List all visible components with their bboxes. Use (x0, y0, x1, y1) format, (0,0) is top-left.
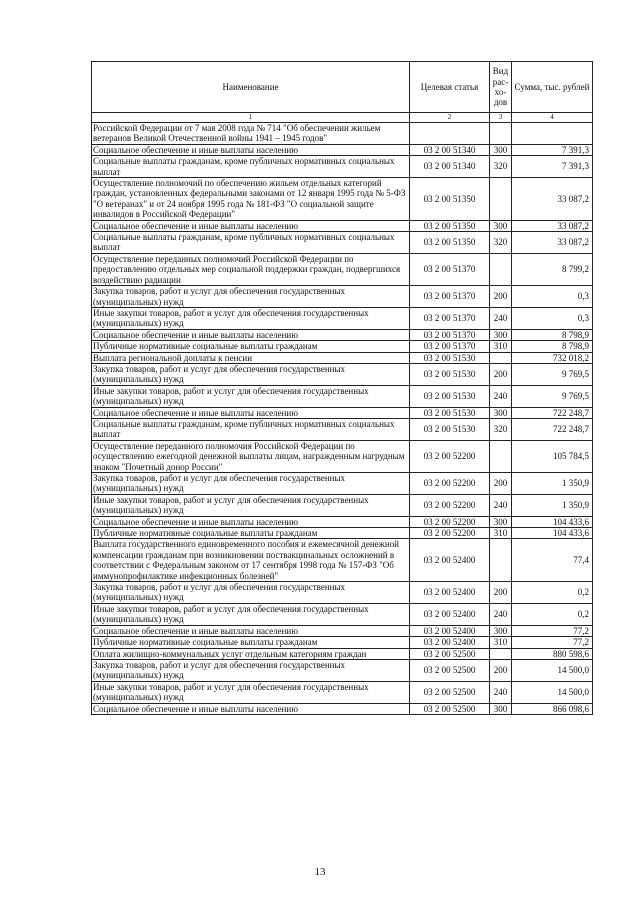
cell-name: Закупка товаров, работ и услуг для обеспечения государственных (муниципальных) нужд (92, 363, 410, 385)
cell-amount: 1 350,9 (512, 473, 593, 495)
table-row (92, 582, 593, 604)
header-sum: Сумма, тыс. рублей (512, 62, 593, 113)
cell-amount: 732 018,2 (512, 352, 593, 363)
table-row (92, 232, 593, 254)
cell-amount: 9 769,5 (512, 385, 593, 407)
table-row (92, 418, 593, 440)
cell-expense-type: 300 (490, 144, 512, 155)
cell-expense-type (490, 123, 512, 145)
cell-target-code (410, 123, 490, 145)
table-row (92, 341, 593, 352)
cell-amount: 14 500,0 (512, 681, 593, 703)
cell-amount: 105 784,5 (512, 440, 593, 472)
cell-target-code: 03 2 00 51350 (410, 220, 490, 231)
cell-target-code: 03 2 00 52500 (410, 659, 490, 681)
cell-target-code: 03 2 00 52400 (410, 603, 490, 625)
table-row (92, 473, 593, 495)
cell-target-code: 03 2 00 52500 (410, 648, 490, 659)
cell-expense-type: 240 (490, 307, 512, 329)
cell-name: Иные закупки товаров, работ и услуг для обеспечения государственных (муниципальных) нужд (92, 603, 410, 625)
cell-amount: 77,4 (512, 539, 593, 582)
cell-expense-type: 310 (490, 341, 512, 352)
cell-expense-type (490, 539, 512, 582)
cell-name: Социальное обеспечение и иные выплаты населению (92, 703, 410, 714)
column-number: 4 (512, 113, 593, 123)
cell-target-code: 03 2 00 51370 (410, 307, 490, 329)
cell-target-code: 03 2 00 52200 (410, 473, 490, 495)
cell-target-code: 03 2 00 51530 (410, 352, 490, 363)
cell-target-code: 03 2 00 52200 (410, 528, 490, 539)
cell-expense-type: 240 (490, 385, 512, 407)
cell-expense-type: 310 (490, 528, 512, 539)
table-row (92, 440, 593, 472)
table-row (92, 637, 593, 648)
table-row (92, 363, 593, 385)
cell-name: Публичные нормативные социальные выплаты гражданам (92, 528, 410, 539)
table-row (92, 178, 593, 221)
cell-name: Социальные выплаты гражданам, кроме публичных нормативных социальных выплат (92, 156, 410, 178)
column-number: 3 (490, 113, 512, 123)
table-row (92, 352, 593, 363)
cell-name: Закупка товаров, работ и услуг для обеспечения государственных (муниципальных) нужд (92, 473, 410, 495)
table-body (92, 123, 593, 715)
cell-amount: 722 248,7 (512, 407, 593, 418)
cell-name: Осуществление полномочий по обеспечению жильем отдельных категорий граждан, установленных федеральными законами от 12 января 1995 года № 5-ФЗ "О ветеранах" и от 24 ноября 1995 года № 181-ФЗ "О социальной защите инвалидов в Российской Федерации" (92, 178, 410, 221)
cell-expense-type: 200 (490, 286, 512, 308)
cell-name: Социальное обеспечение и иные выплаты населению (92, 220, 410, 231)
cell-target-code: 03 2 00 52200 (410, 440, 490, 472)
cell-expense-type: 200 (490, 582, 512, 604)
table-row (92, 407, 593, 418)
cell-amount: 104 433,6 (512, 528, 593, 539)
table-row (92, 659, 593, 681)
cell-name: Социальное обеспечение и иные выплаты населению (92, 144, 410, 155)
cell-amount: 1 350,9 (512, 494, 593, 516)
table-row (92, 539, 593, 582)
cell-expense-type: 300 (490, 516, 512, 527)
cell-expense-type: 300 (490, 407, 512, 418)
cell-name: Выплата региональной доплаты к пенсии (92, 352, 410, 363)
cell-name: Социальные выплаты гражданам, кроме публичных нормативных социальных выплат (92, 418, 410, 440)
cell-expense-type: 240 (490, 681, 512, 703)
cell-amount: 0,2 (512, 582, 593, 604)
column-number: 1 (92, 113, 410, 123)
cell-amount (512, 123, 593, 145)
cell-target-code: 03 2 00 51530 (410, 363, 490, 385)
cell-amount: 33 087,2 (512, 232, 593, 254)
cell-name: Иные закупки товаров, работ и услуг для обеспечения государственных (муниципальных) нужд (92, 494, 410, 516)
cell-name: Социальное обеспечение и иные выплаты населению (92, 407, 410, 418)
cell-target-code: 03 2 00 51370 (410, 341, 490, 352)
cell-amount: 880 598,6 (512, 648, 593, 659)
table-row (92, 307, 593, 329)
cell-amount: 9 769,5 (512, 363, 593, 385)
cell-target-code: 03 2 00 51530 (410, 407, 490, 418)
cell-name: Публичные нормативные социальные выплаты гражданам (92, 341, 410, 352)
cell-name: Осуществление переданных полномочий Российской Федерации по предоставлению отдельных мер социальной поддержки граждан, подвергшихся воздействию радиации (92, 253, 410, 285)
cell-expense-type: 200 (490, 473, 512, 495)
table-row (92, 528, 593, 539)
cell-name: Социальное обеспечение и иные выплаты населению (92, 516, 410, 527)
cell-name: Оплата жилищно-коммунальных услуг отдельным категориям граждан (92, 648, 410, 659)
cell-target-code: 03 2 00 51530 (410, 418, 490, 440)
table-row (92, 494, 593, 516)
cell-name: Иные закупки товаров, работ и услуг для обеспечения государственных (муниципальных) нужд (92, 385, 410, 407)
cell-amount: 14 500,0 (512, 659, 593, 681)
cell-target-code: 03 2 00 51370 (410, 286, 490, 308)
cell-amount: 77,2 (512, 625, 593, 636)
cell-expense-type: 200 (490, 363, 512, 385)
cell-name: Социальное обеспечение и иные выплаты населению (92, 625, 410, 636)
table-header-row (92, 62, 593, 113)
cell-expense-type: 240 (490, 494, 512, 516)
header-vid: Вид рас-хо-дов (490, 62, 512, 113)
cell-expense-type (490, 352, 512, 363)
cell-expense-type: 320 (490, 418, 512, 440)
cell-target-code: 03 2 00 51340 (410, 156, 490, 178)
table-row (92, 144, 593, 155)
cell-target-code: 03 2 00 51350 (410, 232, 490, 254)
cell-name: Осуществление переданного полномочия Российской Федерации по осуществлению ежегодной денежной выплаты лицам, награжденным нагрудным знаком "Почетный донор России" (92, 440, 410, 472)
table-row (92, 703, 593, 714)
cell-expense-type: 300 (490, 625, 512, 636)
table-row (92, 385, 593, 407)
header-target: Целевая статья (410, 62, 490, 113)
cell-target-code: 03 2 00 52400 (410, 625, 490, 636)
table-row (92, 516, 593, 527)
cell-target-code: 03 2 00 52400 (410, 637, 490, 648)
cell-expense-type (490, 648, 512, 659)
cell-target-code: 03 2 00 51370 (410, 329, 490, 340)
table-row (92, 681, 593, 703)
table-row (92, 648, 593, 659)
page-number: 13 (314, 866, 326, 878)
cell-target-code: 03 2 00 52500 (410, 703, 490, 714)
header-name: Наименование (92, 62, 410, 113)
cell-amount: 722 248,7 (512, 418, 593, 440)
cell-target-code: 03 2 00 52200 (410, 494, 490, 516)
cell-target-code: 03 2 00 52500 (410, 681, 490, 703)
cell-amount: 7 391,3 (512, 156, 593, 178)
table-row (92, 329, 593, 340)
cell-name: Закупка товаров, работ и услуг для обеспечения государственных (муниципальных) нужд (92, 659, 410, 681)
table-row (92, 123, 593, 145)
column-number: 2 (410, 113, 490, 123)
cell-expense-type: 320 (490, 232, 512, 254)
cell-name: Выплата государственного единовременного пособия и ежемесячной денежной компенсации гражданам при возникновении поствакцинальных осложнений в соответствии с Федеральным законом от 17 сентября 1998 года № 157-ФЗ "Об иммунопрофилактике инфекционных болезней" (92, 539, 410, 582)
cell-amount: 77,2 (512, 637, 593, 648)
cell-name: Российской Федерации от 7 мая 2008 года № 714 "Об обеспечении жильем ветеранов Великой Отечественной войны 1941 – 1945 годов" (92, 123, 410, 145)
cell-target-code: 03 2 00 51370 (410, 253, 490, 285)
cell-name: Социальное обеспечение и иные выплаты населению (92, 329, 410, 340)
table-row (92, 286, 593, 308)
table-row (92, 220, 593, 231)
cell-amount: 0,3 (512, 307, 593, 329)
cell-name: Закупка товаров, работ и услуг для обеспечения государственных (муниципальных) нужд (92, 286, 410, 308)
cell-expense-type: 320 (490, 156, 512, 178)
cell-expense-type: 300 (490, 220, 512, 231)
budget-table (91, 61, 593, 715)
cell-amount: 0,3 (512, 286, 593, 308)
cell-expense-type: 300 (490, 703, 512, 714)
table-row (92, 603, 593, 625)
cell-expense-type (490, 253, 512, 285)
cell-target-code: 03 2 00 51350 (410, 178, 490, 221)
budget-table-sheet (91, 61, 592, 715)
cell-name: Публичные нормативные социальные выплаты гражданам (92, 637, 410, 648)
cell-name: Иные закупки товаров, работ и услуг для обеспечения государственных (муниципальных) нужд (92, 307, 410, 329)
cell-amount: 8 798,9 (512, 341, 593, 352)
cell-name: Социальные выплаты гражданам, кроме публичных нормативных социальных выплат (92, 232, 410, 254)
cell-expense-type (490, 178, 512, 221)
cell-expense-type: 310 (490, 637, 512, 648)
table-row (92, 625, 593, 636)
cell-target-code: 03 2 00 51530 (410, 385, 490, 407)
cell-name: Закупка товаров, работ и услуг для обеспечения государственных (муниципальных) нужд (92, 582, 410, 604)
table-row (92, 253, 593, 285)
cell-amount: 8 799,2 (512, 253, 593, 285)
table-row (92, 156, 593, 178)
cell-amount: 104 433,6 (512, 516, 593, 527)
cell-target-code: 03 2 00 51340 (410, 144, 490, 155)
cell-amount: 0,2 (512, 603, 593, 625)
cell-expense-type: 240 (490, 603, 512, 625)
cell-expense-type: 200 (490, 659, 512, 681)
cell-expense-type (490, 440, 512, 472)
cell-amount: 33 087,2 (512, 178, 593, 221)
cell-amount: 8 798,9 (512, 329, 593, 340)
cell-expense-type: 300 (490, 329, 512, 340)
cell-target-code: 03 2 00 52200 (410, 516, 490, 527)
cell-amount: 33 087,2 (512, 220, 593, 231)
cell-amount: 7 391,3 (512, 144, 593, 155)
cell-amount: 866 098,6 (512, 703, 593, 714)
column-numbering-row (92, 113, 593, 123)
cell-target-code: 03 2 00 52400 (410, 539, 490, 582)
cell-name: Иные закупки товаров, работ и услуг для обеспечения государственных (муниципальных) нужд (92, 681, 410, 703)
cell-target-code: 03 2 00 52400 (410, 582, 490, 604)
